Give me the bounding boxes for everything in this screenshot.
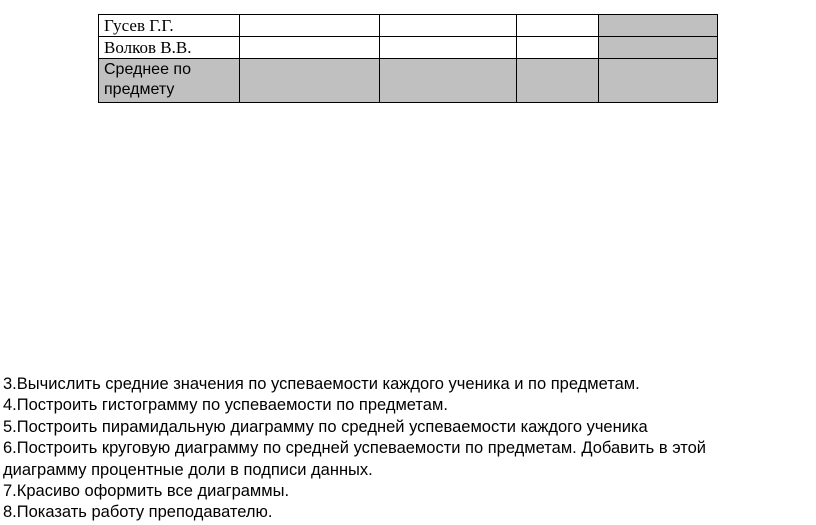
- task-item: 4.Построить гистограмму по успеваемости по предметам.: [3, 396, 448, 415]
- grades-table: [98, 14, 718, 103]
- task-item: 5.Построить пирамидальную диаграмму по средней успеваемости каждого ученика: [3, 417, 648, 436]
- task-item: 8.Показать работу преподавателю.: [3, 503, 273, 522]
- subject-average-label: Среднее по предмету: [99, 59, 240, 103]
- task-item: 3.Вычислить средние значения по успеваемости каждого ученика и по предметам.: [3, 375, 640, 393]
- grade-cell: [240, 15, 380, 37]
- grade-cell: [517, 15, 599, 37]
- task-item: 6.Построить круговую диаграмму по средней успеваемости по предметам. Добавить в этой диаграмму процентные доли в подписи данных.: [3, 439, 707, 479]
- grade-cell: [380, 37, 517, 59]
- average-cell: [599, 15, 718, 37]
- average-cell: [380, 59, 517, 103]
- grade-cell: [380, 15, 517, 37]
- student-name-cell: Гусев Г.Г.: [99, 15, 240, 37]
- task-list: [3, 374, 793, 524]
- grade-cell: [240, 37, 380, 59]
- table-row: [99, 59, 718, 103]
- task-item: 7.Красиво оформить все диаграммы.: [3, 482, 290, 501]
- table-row: [99, 15, 718, 37]
- grade-cell: [517, 37, 599, 59]
- average-cell: [599, 37, 718, 59]
- average-cell: [517, 59, 599, 103]
- student-name-cell: Волков В.В.: [99, 37, 240, 59]
- average-cell: [599, 59, 718, 103]
- average-cell: [240, 59, 380, 103]
- table-row: [99, 37, 718, 59]
